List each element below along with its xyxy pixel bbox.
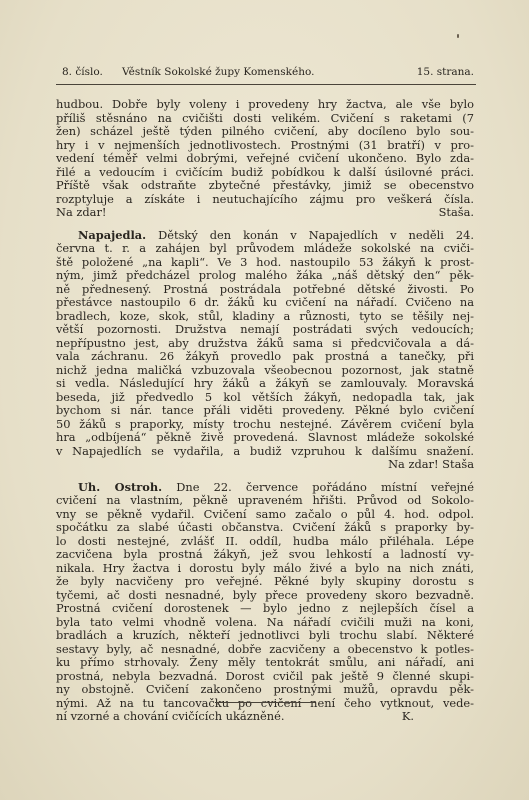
paragraph-line: ně přednesený. Prostná postrádala potřebné dětské živosti. Po xyxy=(56,281,474,296)
article-title: Napajedla. xyxy=(78,227,147,242)
paragraph-line: ku přímo strhovaly. Ženy měly tentokrát smůlu, ani nářadí, ani xyxy=(56,655,474,669)
page-header xyxy=(62,66,474,80)
final-line xyxy=(56,710,474,724)
greeting-line xyxy=(56,206,474,220)
paragraph-line: prostná, nebyla bezvadná. Dorost cvičil pak ještě 9 členné skupi- xyxy=(56,668,474,683)
paragraph-line: beseda, již předvedlo 5 kol větších žákyň, nedopadla tak, jak xyxy=(56,389,474,404)
article-uh-ostroh xyxy=(56,481,474,724)
greeting-text: Na zdar! xyxy=(56,205,107,219)
paragraph-line: června t. r. a zahájen byl průvodem mládeže sokolské na cviči- xyxy=(56,241,474,255)
paragraph-line: si vedla. Následující hry žáků a žákyň se zamlouvaly. Moravská xyxy=(56,376,474,390)
header-rule xyxy=(56,84,476,85)
paragraph-line: vny se pěkně vydařil. Cvičení samo začalo o půl 4. hod. odpol. xyxy=(56,506,474,521)
paragraph-line: ným, jimž předcházel prolog malého žáka „náš dětský den“ pěk- xyxy=(56,268,474,282)
paragraph-line: větší pozornosti. Družstva nemají postrádati svých vedoucích; xyxy=(56,322,474,336)
header-page-number: 15. strana. xyxy=(416,66,474,78)
header-issue-number: 8. číslo. xyxy=(62,66,103,78)
first-line-text: Dětský den konán v Napajedlích v neděli 24. xyxy=(158,227,474,242)
paragraph-line: příliš stěsnáno na cvičišti dosti velikém. Cvičení s raketami (7 xyxy=(56,110,474,125)
paragraph-line: vala záchranu. 26 žákyň provedlo pak prostná a tanečky, při xyxy=(56,349,474,363)
paragraph-line: hudbou. Dobře byly voleny i provedeny hry žactva, ale vše bylo xyxy=(56,97,474,111)
paragraph-first-line xyxy=(56,229,474,243)
end-rule xyxy=(215,702,315,703)
paper-speck xyxy=(457,34,459,38)
paragraph-line: přestávce nastoupilo 6 dr. žáků ku cvičení na nářadí. Cvičeno na xyxy=(56,295,474,309)
paragraph-line: v Napajedlích se vydařila, a budiž vzpruhou k dalšímu snažení. xyxy=(56,443,474,458)
paragraph-line: spočátku za slabé účasti občanstva. Cvičení žáků s praporky by- xyxy=(56,520,474,534)
paragraph-line: bradlách a kruzích, někteří jednotlivci byli trochu slabí. Některé xyxy=(56,628,474,642)
paragraph-line: vedení téměř velmi dobrými, veřejné cvičení ukončeno. Bylo zda- xyxy=(56,151,474,165)
final-line-text: ní vzorné a chování cvičících ukázněné. xyxy=(56,709,285,723)
signature: K. xyxy=(401,709,414,723)
paragraph-line: cvičení na vlastním, pěkně upraveném hřišti. Průvod od Sokolo- xyxy=(56,493,474,507)
paragraph-line: hry i v nejmenších jednotlivostech. Prostnými (31 bratří) v pro- xyxy=(56,137,474,152)
article-napajedla xyxy=(56,229,474,472)
article-continuation xyxy=(56,98,474,220)
closing-signature: Na zdar! Staša xyxy=(388,457,474,471)
paragraph-line: ště položené „na kapli“. Ve 3 hod. nastoupilo 53 žákyň k prost- xyxy=(56,254,474,269)
first-line-text: Dne 22. července pořádáno místní veřejné xyxy=(176,479,475,494)
paragraph-first-line xyxy=(56,481,474,495)
paragraph-line: ny obstojně. Cvičení zakončeno prostnými mužů, opravdu pěk- xyxy=(56,682,474,696)
paragraph-line: zacvičena byla prostná žákyň, jež svou lehkostí a ladností vy- xyxy=(56,547,474,561)
paragraph-line: nepřípustno jest, aby družstva žáků sama si předcvičovala a dá- xyxy=(56,335,474,350)
paragraph-line: nými. Až na tu tancovačku po cvičení není čeho vytknout, vede- xyxy=(56,695,474,710)
paragraph-line: nikala. Hry žactva i dorostu byly málo živé a bylo na nich znáti, xyxy=(56,560,474,575)
paragraph-line: byla tato velmi vhodně volena. Na nářadí cvičili muži na koni, xyxy=(56,614,474,629)
paragraph-line: bychom si nár. tance přáli viděti provedeny. Pěkné bylo cvičení xyxy=(56,403,474,417)
paragraph-line: Prostná cvičení dorostenek — bylo jedno z nejlepších čísel a xyxy=(56,601,474,615)
article-body xyxy=(56,98,474,724)
paragraph-line: hra „odbíjená“ pěkně živě provedená. Slavnost mládeže sokolské xyxy=(56,430,474,444)
paragraph-line: řilé a vedoucím i cvičícím budiž pobídkou k další úsilovné práci. xyxy=(56,164,474,179)
paragraph-line: že byly nacvičeny pro veřejné. Pěkné byly skupiny dorostu s xyxy=(56,574,474,588)
signature: Staša. xyxy=(438,205,474,219)
header-journal-title: Věstník Sokolské župy Komenského. xyxy=(122,66,315,78)
paragraph-line: rozptyluje a získáte i neutuchajícího zájmu pro veškerá čísla. xyxy=(56,191,474,206)
paragraph-line: žen) scházel ještě týden pilného cvičení, aby docíleno bylo sou- xyxy=(56,124,474,138)
paragraph-line: lo dosti nestejné, zvlášť II. oddíl, hudba málo přiléhala. Lépe xyxy=(56,533,474,548)
article-title: Uh. Ostroh. xyxy=(78,479,163,494)
paragraph-line: bradlech, koze, skok, stůl, kladiny a různosti, tyto se těšily nej- xyxy=(56,308,474,323)
paragraph-line: 50 žáků s praporky, místy trochu nestejné. Závěrem cvičení byla xyxy=(56,416,474,431)
paragraph-line: Příště však odstraňte zbytečné přestávky, jimiž se obecenstvo xyxy=(56,178,474,192)
paragraph-line: nichž jedna maličká vzbuzovala všeobecnou pozornost, jak statně xyxy=(56,362,474,377)
paragraph-line: tyčemi, ač dosti nesnadné, byly přece provedeny skoro bezvadně. xyxy=(56,587,474,602)
paragraph-line: sestavy byly, ač nesnadné, dobře zacvičeny a obecenstvo k potles- xyxy=(56,641,474,656)
